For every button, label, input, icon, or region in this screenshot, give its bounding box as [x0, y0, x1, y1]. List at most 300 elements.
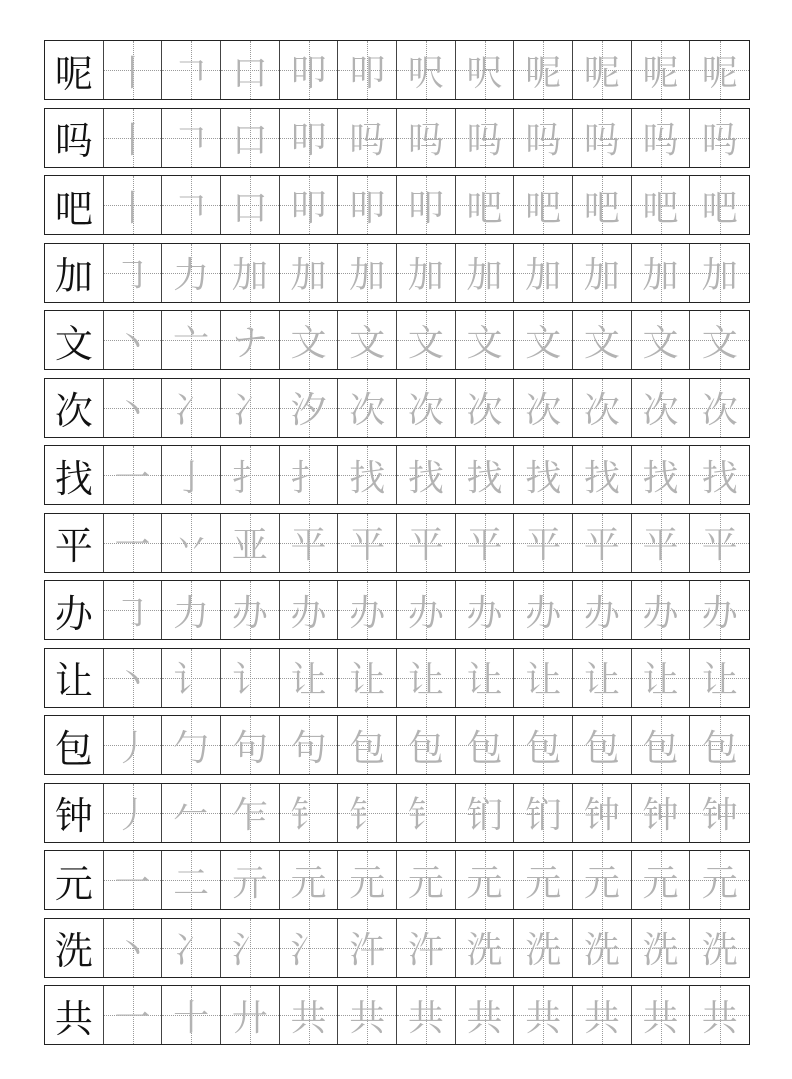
- model-character: 平: [54, 524, 93, 568]
- tracing-cell: [632, 446, 691, 504]
- stroke-order-step: 钟: [583, 795, 620, 836]
- stroke-order-step: 丨: [114, 187, 151, 229]
- stroke-order-step: 让: [466, 660, 503, 701]
- stroke-order-step: 找: [701, 457, 738, 499]
- tracing-cell: [397, 41, 456, 99]
- tracing-cell: [280, 311, 339, 369]
- tracing-cell: [456, 446, 515, 504]
- tracing-cell: [514, 581, 573, 639]
- tracing-cell: [338, 176, 397, 234]
- tracing-cell: [162, 851, 221, 909]
- tracing-cell: [690, 716, 749, 774]
- stroke-order-step: 呎: [407, 52, 444, 94]
- stroke-order-step: 吗: [525, 120, 562, 161]
- stroke-order-step: 办: [290, 592, 327, 634]
- tracing-cell: [280, 41, 339, 99]
- stroke-order-step: 氵: [290, 930, 327, 971]
- stroke-order-step: 吗: [642, 120, 679, 161]
- tracing-cell: [397, 986, 456, 1044]
- model-character-cell: [45, 649, 104, 707]
- stroke-order-step: 包: [349, 727, 386, 769]
- practice-row: [44, 378, 750, 438]
- stroke-order-step: 吧: [583, 187, 620, 229]
- stroke-order-step: 元: [407, 862, 444, 904]
- tracing-cell: [162, 919, 221, 977]
- tracing-cell: [162, 244, 221, 302]
- tracing-cell: [690, 581, 749, 639]
- model-character-cell: [45, 581, 104, 639]
- tracing-cell: [456, 109, 515, 167]
- tracing-cell: [573, 514, 632, 572]
- stroke-order-step: 包: [525, 727, 562, 769]
- tracing-cell: [514, 986, 573, 1044]
- tracing-cell: [456, 176, 515, 234]
- stroke-order-step: 冫: [231, 390, 268, 431]
- stroke-order-step: 𠃍: [173, 120, 210, 161]
- tracing-cell: [280, 716, 339, 774]
- stroke-order-step: 吧: [701, 187, 738, 229]
- stroke-order-step: 元: [583, 862, 620, 904]
- stroke-order-step: 共: [642, 997, 679, 1039]
- stroke-order-step: 办: [583, 592, 620, 634]
- model-character-cell: [45, 244, 104, 302]
- model-character: 文: [54, 321, 93, 366]
- stroke-order-step: 办: [525, 592, 562, 634]
- stroke-order-step: 冫: [173, 930, 210, 971]
- stroke-order-step: 文: [583, 322, 620, 364]
- stroke-order-step: 吧: [466, 187, 503, 229]
- stroke-order-step: 加: [407, 255, 444, 296]
- tracing-cell: [573, 446, 632, 504]
- tracing-cell: [632, 244, 691, 302]
- tracing-cell: [338, 514, 397, 572]
- stroke-order-step: 平: [407, 525, 444, 566]
- tracing-cell: [162, 176, 221, 234]
- tracing-cell: [104, 446, 163, 504]
- tracing-cell: [573, 649, 632, 707]
- tracing-cell: [280, 244, 339, 302]
- tracing-cell: [397, 176, 456, 234]
- tracing-cell: [221, 244, 280, 302]
- tracing-cell: [397, 109, 456, 167]
- stroke-order-step: 次: [349, 390, 386, 431]
- model-character: 吗: [54, 119, 93, 163]
- model-character-cell: [45, 851, 104, 909]
- stroke-order-step: 包: [583, 727, 620, 769]
- stroke-order-step: 丿: [114, 727, 151, 769]
- stroke-order-step: 文: [642, 322, 679, 364]
- tracing-cell: [104, 311, 163, 369]
- tracing-cell: [104, 986, 163, 1044]
- stroke-order-step: 丨: [114, 120, 151, 161]
- stroke-order-step: 呢: [525, 52, 562, 94]
- stroke-order-step: 力: [173, 255, 210, 296]
- model-character: 共: [54, 996, 93, 1041]
- tracing-cell: [397, 919, 456, 977]
- stroke-order-step: 让: [701, 660, 738, 701]
- tracing-cell: [514, 446, 573, 504]
- tracing-cell: [456, 919, 515, 977]
- model-character-cell: [45, 176, 104, 234]
- stroke-order-step: 找: [642, 457, 679, 499]
- tracing-cell: [104, 649, 163, 707]
- stroke-order-step: 丶: [114, 390, 151, 431]
- stroke-order-step: 一: [114, 457, 151, 499]
- stroke-order-step: 加: [642, 255, 679, 296]
- tracing-cell: [397, 716, 456, 774]
- tracing-cell: [338, 581, 397, 639]
- stroke-order-step: 包: [701, 727, 738, 769]
- practice-grid: [44, 40, 750, 1053]
- tracing-cell: [690, 986, 749, 1044]
- tracing-cell: [632, 41, 691, 99]
- tracing-cell: [397, 581, 456, 639]
- tracing-cell: [573, 244, 632, 302]
- tracing-cell: [514, 919, 573, 977]
- tracing-cell: [280, 446, 339, 504]
- stroke-order-step: 力: [173, 592, 210, 634]
- tracing-cell: [573, 311, 632, 369]
- stroke-order-step: 加: [583, 255, 620, 296]
- stroke-order-step: 元: [701, 862, 738, 904]
- stroke-order-step: 冫: [173, 390, 210, 431]
- tracing-cell: [632, 311, 691, 369]
- stroke-order-step: 亠: [173, 322, 210, 364]
- stroke-order-step: 办: [466, 592, 503, 634]
- model-character: 办: [54, 591, 93, 636]
- stroke-order-step: 叩: [349, 187, 386, 229]
- tracing-cell: [104, 919, 163, 977]
- tracing-cell: [514, 311, 573, 369]
- model-character-cell: [45, 446, 104, 504]
- tracing-cell: [573, 784, 632, 842]
- tracing-cell: [632, 784, 691, 842]
- model-character-cell: [45, 919, 104, 977]
- tracing-cell: [221, 379, 280, 437]
- tracing-cell: [514, 649, 573, 707]
- stroke-order-step: 加: [290, 255, 327, 296]
- tracing-cell: [104, 109, 163, 167]
- tracing-cell: [104, 784, 163, 842]
- tracing-cell: [104, 41, 163, 99]
- model-character: 找: [54, 456, 93, 501]
- tracing-cell: [162, 446, 221, 504]
- tracing-cell: [338, 446, 397, 504]
- tracing-cell: [221, 851, 280, 909]
- practice-row: [44, 850, 750, 910]
- stroke-order-step: 廾: [231, 997, 268, 1039]
- stroke-order-step: 次: [642, 390, 679, 431]
- stroke-order-step: 共: [583, 997, 620, 1039]
- stroke-order-step: 让: [525, 660, 562, 701]
- tracing-cell: [690, 109, 749, 167]
- tracing-cell: [162, 784, 221, 842]
- model-character: 让: [54, 659, 93, 703]
- stroke-order-step: 叩: [290, 187, 327, 229]
- stroke-order-step: 讠: [173, 660, 210, 701]
- tracing-cell: [221, 581, 280, 639]
- tracing-cell: [690, 784, 749, 842]
- practice-row: [44, 648, 750, 708]
- tracing-cell: [690, 311, 749, 369]
- model-character-cell: [45, 986, 104, 1044]
- stroke-order-step: 让: [349, 660, 386, 701]
- stroke-order-step: 一: [114, 525, 151, 566]
- stroke-order-step: 共: [466, 997, 503, 1039]
- stroke-order-step: 汻: [407, 930, 444, 971]
- tracing-cell: [456, 244, 515, 302]
- tracing-cell: [632, 514, 691, 572]
- stroke-order-step: 加: [231, 255, 268, 296]
- tracing-cell: [280, 109, 339, 167]
- tracing-cell: [632, 581, 691, 639]
- tracing-cell: [690, 851, 749, 909]
- tracing-cell: [104, 514, 163, 572]
- tracing-cell: [397, 311, 456, 369]
- stroke-order-step: 共: [525, 997, 562, 1039]
- tracing-cell: [514, 41, 573, 99]
- stroke-order-step: 一: [114, 997, 151, 1039]
- tracing-cell: [280, 514, 339, 572]
- stroke-order-step: 汐: [290, 390, 327, 431]
- stroke-order-step: 丨: [114, 52, 151, 94]
- tracing-cell: [573, 176, 632, 234]
- tracing-cell: [162, 311, 221, 369]
- tracing-cell: [456, 311, 515, 369]
- stroke-order-step: 办: [349, 592, 386, 634]
- tracing-cell: [162, 581, 221, 639]
- stroke-order-step: 共: [701, 997, 738, 1039]
- tracing-cell: [397, 784, 456, 842]
- stroke-order-step: 丶: [114, 660, 151, 701]
- tracing-cell: [690, 244, 749, 302]
- tracing-cell: [338, 109, 397, 167]
- stroke-order-step: 钔: [466, 795, 503, 836]
- tracing-cell: [338, 379, 397, 437]
- tracing-cell: [221, 919, 280, 977]
- stroke-order-step: 办: [701, 592, 738, 634]
- stroke-order-step: 钔: [525, 795, 562, 836]
- stroke-order-step: 平: [349, 525, 386, 566]
- tracing-cell: [221, 986, 280, 1044]
- stroke-order-step: 𠃍: [173, 52, 210, 94]
- stroke-order-step: 办: [407, 592, 444, 634]
- stroke-order-step: 丶: [114, 930, 151, 971]
- tracing-cell: [690, 176, 749, 234]
- tracing-cell: [162, 986, 221, 1044]
- tracing-cell: [221, 109, 280, 167]
- model-character: 呢: [54, 51, 93, 96]
- tracing-cell: [397, 514, 456, 572]
- model-character: 元: [54, 861, 93, 906]
- tracing-cell: [573, 919, 632, 977]
- tracing-cell: [397, 244, 456, 302]
- stroke-order-step: 乍: [231, 795, 268, 836]
- tracing-cell: [280, 919, 339, 977]
- tracing-cell: [104, 851, 163, 909]
- tracing-cell: [514, 176, 573, 234]
- tracing-cell: [162, 716, 221, 774]
- stroke-order-step: 让: [583, 660, 620, 701]
- tracing-cell: [456, 41, 515, 99]
- tracing-cell: [690, 649, 749, 707]
- stroke-order-step: 钅: [407, 795, 444, 836]
- stroke-order-step: 次: [701, 390, 738, 431]
- stroke-order-step: 洗: [583, 930, 620, 971]
- tracing-cell: [573, 581, 632, 639]
- stroke-order-step: 丿: [114, 795, 151, 836]
- practice-row: [44, 513, 750, 573]
- stroke-order-step: 呢: [701, 52, 738, 94]
- stroke-order-step: 勹: [173, 727, 210, 769]
- stroke-order-step: 次: [407, 390, 444, 431]
- stroke-order-step: 钟: [701, 795, 738, 836]
- stroke-order-step: 口: [231, 120, 268, 161]
- tracing-cell: [690, 379, 749, 437]
- stroke-order-step: 吗: [466, 120, 503, 161]
- stroke-order-step: 钟: [642, 795, 679, 836]
- stroke-order-step: 让: [290, 660, 327, 701]
- tracing-cell: [573, 41, 632, 99]
- stroke-order-step: 次: [466, 390, 503, 431]
- model-character-cell: [45, 109, 104, 167]
- stroke-order-step: 汻: [349, 930, 386, 971]
- stroke-order-step: 找: [349, 457, 386, 499]
- stroke-order-step: 平: [583, 525, 620, 566]
- practice-row: [44, 310, 750, 370]
- tracing-cell: [632, 379, 691, 437]
- model-character: 加: [54, 254, 93, 298]
- stroke-order-step: 找: [525, 457, 562, 499]
- model-character-cell: [45, 41, 104, 99]
- stroke-order-step: 元: [290, 862, 327, 904]
- practice-row: [44, 445, 750, 505]
- stroke-order-step: 办: [642, 592, 679, 634]
- stroke-order-step: 找: [583, 457, 620, 499]
- tracing-cell: [456, 514, 515, 572]
- tracing-cell: [456, 986, 515, 1044]
- tracing-cell: [456, 851, 515, 909]
- tracing-cell: [338, 986, 397, 1044]
- stroke-order-step: 办: [231, 592, 268, 634]
- model-character-cell: [45, 311, 104, 369]
- stroke-order-step: 吧: [642, 187, 679, 229]
- tracing-cell: [573, 986, 632, 1044]
- stroke-order-step: 加: [466, 255, 503, 296]
- practice-row: [44, 580, 750, 640]
- tracing-cell: [397, 649, 456, 707]
- stroke-order-step: 呢: [583, 52, 620, 94]
- tracing-cell: [280, 176, 339, 234]
- stroke-order-step: 平: [290, 525, 327, 566]
- stroke-order-step: 文: [466, 322, 503, 364]
- tracing-cell: [221, 716, 280, 774]
- stroke-order-step: 扌: [231, 457, 268, 499]
- tracing-cell: [221, 514, 280, 572]
- stroke-order-step: 讠: [231, 660, 268, 701]
- tracing-cell: [514, 514, 573, 572]
- stroke-order-step: 叩: [290, 120, 327, 161]
- model-character-cell: [45, 514, 104, 572]
- stroke-order-step: 口: [231, 52, 268, 94]
- tracing-cell: [514, 784, 573, 842]
- tracing-cell: [221, 784, 280, 842]
- tracing-cell: [573, 109, 632, 167]
- tracing-cell: [162, 379, 221, 437]
- tracing-cell: [338, 649, 397, 707]
- stroke-order-step: 元: [525, 862, 562, 904]
- stroke-order-step: 吗: [583, 120, 620, 161]
- stroke-order-step: 共: [290, 997, 327, 1039]
- tracing-cell: [456, 716, 515, 774]
- tracing-cell: [456, 784, 515, 842]
- tracing-cell: [690, 446, 749, 504]
- tracing-cell: [456, 649, 515, 707]
- practice-row: [44, 783, 750, 843]
- tracing-cell: [104, 716, 163, 774]
- tracing-cell: [162, 109, 221, 167]
- stroke-order-step: 让: [407, 660, 444, 701]
- practice-row: [44, 243, 750, 303]
- practice-row: [44, 108, 750, 168]
- stroke-order-step: 呎: [466, 52, 503, 94]
- tracing-cell: [632, 919, 691, 977]
- tracing-cell: [162, 514, 221, 572]
- tracing-cell: [632, 986, 691, 1044]
- stroke-order-step: 次: [525, 390, 562, 431]
- tracing-cell: [280, 581, 339, 639]
- tracing-cell: [162, 649, 221, 707]
- tracing-cell: [221, 41, 280, 99]
- stroke-order-step: 找: [407, 457, 444, 499]
- tracing-cell: [514, 109, 573, 167]
- tracing-cell: [338, 311, 397, 369]
- tracing-cell: [573, 379, 632, 437]
- practice-row: [44, 715, 750, 775]
- stroke-order-step: 洗: [642, 930, 679, 971]
- stroke-order-step: 元: [349, 862, 386, 904]
- tracing-cell: [338, 41, 397, 99]
- tracing-cell: [338, 784, 397, 842]
- stroke-order-step: 口: [231, 187, 268, 229]
- stroke-order-step: 叩: [290, 52, 327, 94]
- tracing-cell: [221, 446, 280, 504]
- stroke-order-step: 钅: [349, 795, 386, 836]
- tracing-cell: [514, 379, 573, 437]
- model-character: 洗: [54, 929, 93, 973]
- stroke-order-step: 洗: [466, 930, 503, 971]
- tracing-cell: [456, 581, 515, 639]
- practice-row: [44, 175, 750, 235]
- tracing-cell: [514, 851, 573, 909]
- stroke-order-step: 平: [642, 525, 679, 566]
- stroke-order-step: 丶: [114, 322, 151, 364]
- tracing-cell: [397, 851, 456, 909]
- stroke-order-step: 元: [466, 862, 503, 904]
- stroke-order-step: 𠂉: [173, 795, 210, 836]
- stroke-order-step: 平: [466, 525, 503, 566]
- stroke-order-step: ㇆: [114, 255, 151, 296]
- stroke-order-step: 亅: [173, 457, 210, 499]
- stroke-order-step: 共: [349, 997, 386, 1039]
- stroke-order-step: 文: [349, 322, 386, 364]
- tracing-cell: [280, 986, 339, 1044]
- stroke-order-step: 叩: [407, 187, 444, 229]
- stroke-order-step: 文: [290, 322, 327, 364]
- model-character-cell: [45, 784, 104, 842]
- stroke-order-step: ナ: [231, 322, 268, 364]
- tracing-cell: [573, 851, 632, 909]
